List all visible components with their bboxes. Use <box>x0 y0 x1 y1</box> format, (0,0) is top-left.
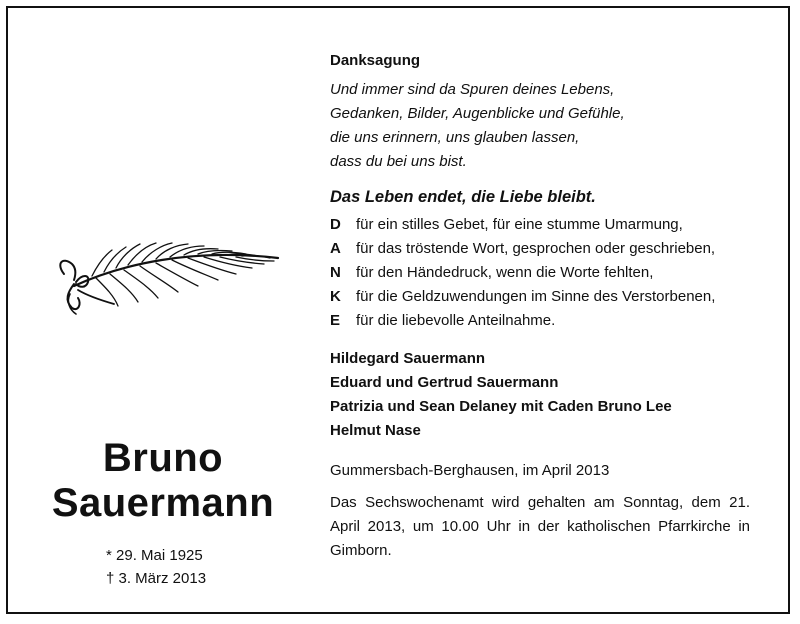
page-title: Danksagung <box>330 52 421 69</box>
place-date: Gummersbach-Berghausen, im April 2013 <box>330 462 610 479</box>
service-notice: Das Sechswochenamt wird gehalten am Sonntag, dem 21. April 2013, um 10.00 Uhr in der katholischen Pfarrkirche in Gimborn. <box>330 494 750 559</box>
deceased-first-name: Bruno <box>102 436 224 480</box>
death-date: † 3. März 2013 <box>106 570 207 587</box>
family-member: Helmut Nase <box>330 422 421 439</box>
family-member: Patrizia und Sean Delaney mit Caden Bruno Lee <box>330 398 672 415</box>
thanks-text: für die liebevolle Anteilnahme. <box>356 312 556 329</box>
thanks-letter: N <box>330 264 341 281</box>
poem-line: dass du bei uns bist. <box>330 153 467 170</box>
thanks-letter: A <box>330 240 341 257</box>
thanks-letter: E <box>330 312 341 329</box>
deceased-last-name: Sauermann <box>51 481 275 525</box>
thanks-row <box>330 213 770 237</box>
obituary-card <box>6 6 790 614</box>
thanks-row <box>330 261 770 285</box>
thanks-list <box>330 213 770 333</box>
thanks-row <box>330 309 770 333</box>
poem-line: Und immer sind da Spuren deines Lebens, <box>330 81 615 98</box>
thanks-text: für den Händedruck, wenn die Worte fehlten, <box>356 264 654 281</box>
family-member: Hildegard Sauermann <box>330 350 486 367</box>
birth-date: * 29. Mai 1925 <box>106 547 203 564</box>
thanks-letter: D <box>330 216 341 233</box>
poem-line: die uns erinnern, uns glauben lassen, <box>330 129 580 146</box>
deceased-name <box>38 436 288 526</box>
thanks-text: für ein stilles Gebet, für eine stumme Umarmung, <box>356 216 683 233</box>
life-dates <box>106 544 246 590</box>
left-column <box>8 8 318 612</box>
family-member: Eduard und Gertrud Sauermann <box>330 374 559 391</box>
family-signatories <box>330 347 770 443</box>
palm-branch-icon <box>52 234 282 318</box>
motto: Das Leben endet, die Liebe bleibt. <box>330 188 596 206</box>
thanks-row <box>330 237 770 261</box>
poem-line: Gedanken, Bilder, Augenblicke und Gefühle, <box>330 105 625 122</box>
thanks-row <box>330 285 770 309</box>
right-column <box>330 52 770 563</box>
poem <box>330 78 770 174</box>
thanks-text: für die Geldzuwendungen im Sinne des Verstorbenen, <box>356 288 716 305</box>
thanks-text: für das tröstende Wort, gesprochen oder geschrieben, <box>356 240 716 257</box>
thanks-letter: K <box>330 288 341 305</box>
